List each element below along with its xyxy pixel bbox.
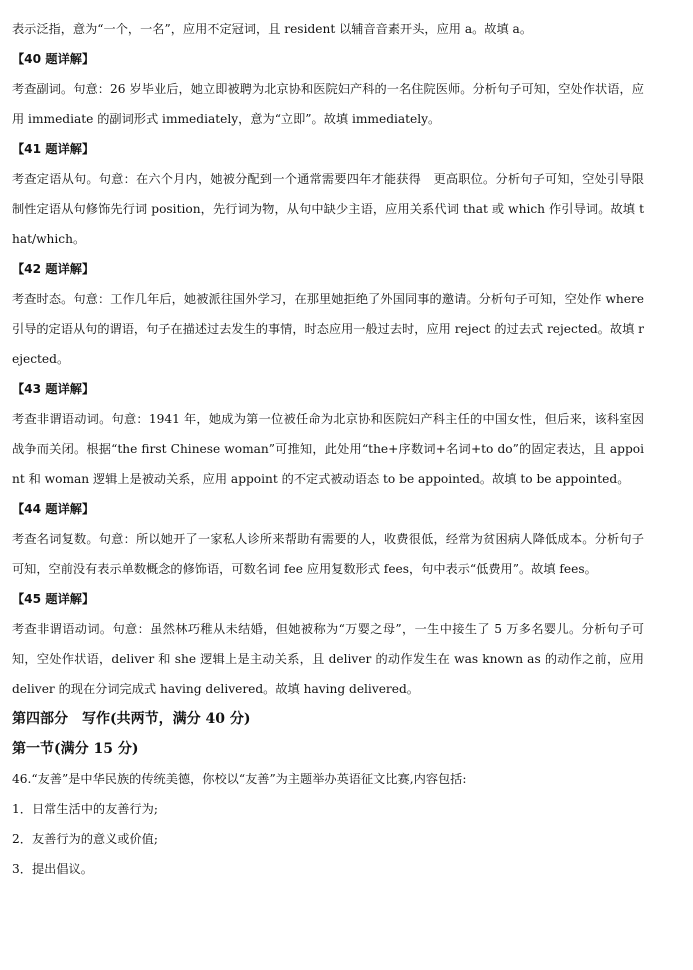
question-44-explanation: 考查名词复数。句意：所以她开了一家私人诊所来帮助有需要的人，收费很低，经常为贫困病人降低成本。分析句子可知，空前没有表示单数概念的修饰语，可数名词 fee 应用复数形式 fees，句中表示“低费用”。故填 fees。 [12, 532, 644, 576]
question-45-heading: 【45 题详解】 [12, 592, 95, 606]
question-43-explanation: 考查非谓语动词。句意：1941 年，她成为第一位被任命为北京协和医院妇产科主任的中国女性，但后来，该科室因战争而关闭。根据“the first Chinese woman”可推知，此处用“the+序数词+名词+to do”的固定表达，且 appoint 和 woman 逻辑上是被动关系，应用 appoint 的不定式被动语态 to be appointed。故填 to be appointed。 [12, 412, 644, 486]
exam-answer-page [12, 14, 644, 884]
question-46-prompt: 46.“友善”是中华民族的传统美德，你校以“友善”为主题举办英语征文比赛,内容包括: [12, 772, 467, 786]
question-43-heading: 【43 题详解】 [12, 382, 95, 396]
answer-39-tail: 表示泛指，意为“一个，一名”，应用不定冠词，且 resident 以辅音音素开头，应用 a。故填 a。 [12, 22, 533, 36]
requirement-item: 2．友善行为的意义或价值; [12, 832, 158, 846]
question-44-heading: 【44 题详解】 [12, 502, 95, 516]
question-40-explanation: 考查副词。句意：26 岁毕业后，她立即被聘为北京协和医院妇产科的一名住院医师。分析句子可知，空处作状语，应用 immediate 的副词形式 immediately，意为“立即”。故填 immediately。 [12, 82, 644, 126]
question-42-explanation: 考查时态。句意：工作几年后，她被派往国外学习，在那里她拒绝了外国同事的邀请。分析句子可知，空处作 where 引导的定语从句的谓语，句子在描述过去发生的事情，时态应用一般过去时，应用 reject 的过去式 rejected。故填 rejected。 [12, 292, 644, 366]
question-41-explanation: 考查定语从句。句意：在六个月内，她被分配到一个通常需要四年才能获得 更高职位。分析句子可知，空处引导限制性定语从句修饰先行词 position，先行词为物，从句中缺少主语，应用关系代词 that 或 which 作引导词。故填 that/which。 [12, 172, 644, 246]
question-41-heading: 【41 题详解】 [12, 142, 95, 156]
part-four-title: 第四部分 写作(共两节，满分 40 分) [12, 711, 251, 727]
question-45-explanation: 考查非谓语动词。句意：虽然林巧稚从未结婚，但她被称为“万婴之母”，一生中接生了 5 万多名婴儿。分析句子可知，空处作状语，deliver 和 she 逻辑上是主动关系，且 deliver 的动作发生在 was known as 的动作之前，应用 deliver 的现在分词完成式 having delivered。故填 having delivered。 [12, 622, 644, 696]
requirement-item: 1．日常生活中的友善行为; [12, 802, 158, 816]
question-42-heading: 【42 题详解】 [12, 262, 95, 276]
question-40-heading: 【40 题详解】 [12, 52, 95, 66]
section-one-title: 第一节(满分 15 分) [12, 741, 139, 757]
requirement-item: 3．提出倡议。 [12, 862, 93, 876]
